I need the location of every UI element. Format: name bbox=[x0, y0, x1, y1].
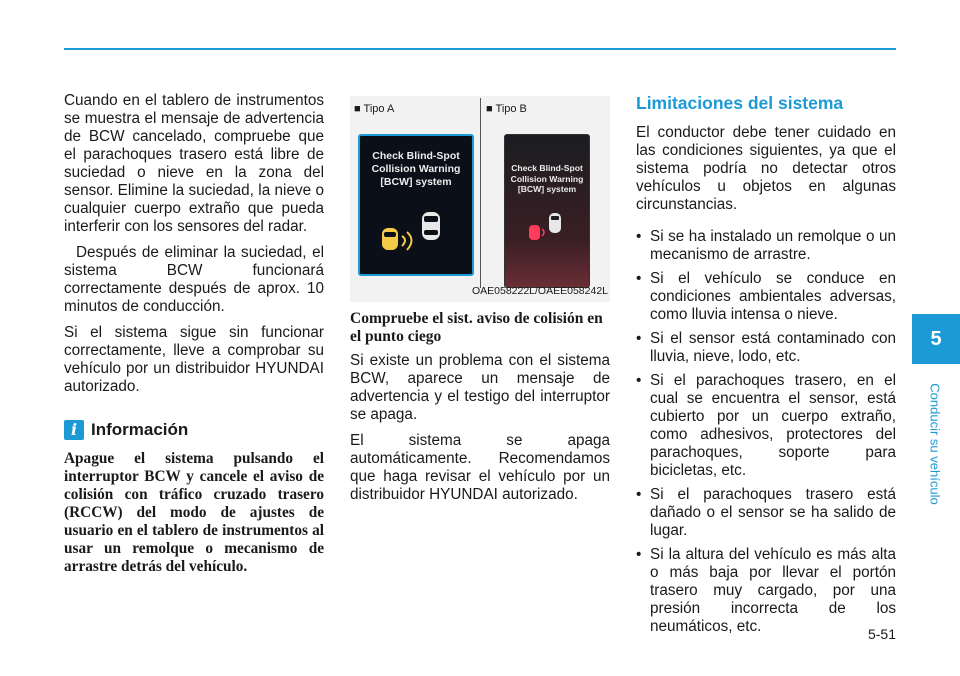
cluster-screen-type-a bbox=[358, 134, 474, 276]
figure-divider bbox=[480, 98, 481, 288]
list-item: • Si la altura del vehículo es más alta o más baja por llevar el portón trasero muy cargado, por una presión incorrecta de los neumáticos, etc. bbox=[636, 546, 896, 636]
column-left bbox=[64, 92, 324, 584]
limitations-list bbox=[636, 228, 896, 636]
cluster-screen-type-b bbox=[504, 134, 590, 288]
paragraph-clean-sensor: Cuando en el tablero de instrumentos se muestra el mensaje de advertencia de BCW cancelado, compruebe que el parachoques trasero está libre de suciedad o nieve en la zona del sensor. Elimine la suciedad, la nieve o cualquier cuerpo extraño que pueda interferir con los sensores del radar. bbox=[64, 92, 324, 235]
page-number: 5-51 bbox=[867, 626, 896, 642]
paragraph-limitations-intro: El conductor debe tener cuidado en las condiciones siguientes, ya que el sistema podría no detectar otros vehículos u objetos en algunas circunstancias. bbox=[636, 124, 896, 213]
section-heading-check-bcw: Compruebe el sist. aviso de colisión en el punto ciego bbox=[350, 310, 603, 345]
paragraph-dealer: Si el sistema sigue sin funcionar correctamente, lleve a comprobar su vehículo por un distribuidor HYUNDAI autorizado. bbox=[64, 324, 324, 395]
list-item: • Si el parachoques trasero, en el cual se encuentra el sensor, está cubierto por un cuerpo extraño, como adhesivos, protectores del parachoques, soporte para bicicletas, etc. bbox=[636, 372, 896, 480]
header-rule bbox=[64, 48, 896, 50]
info-icon: i bbox=[64, 420, 84, 440]
screen-a-message: Check Blind-Spot Collision Warning [BCW] system bbox=[371, 150, 461, 188]
figure-code: OAE058222L/OAEE058242L bbox=[471, 285, 608, 297]
info-body: Apague el sistema pulsando el interruptor BCW y cancele el aviso de colisión con tráfico cruzado trasero (RCCW) del modo de ajustes de usuario en el tablero de instrumentos al usar un remolque o mecanismo de arrastre detrás del vehículo. bbox=[64, 450, 324, 575]
paragraph-auto-off: El sistema se apaga automáticamente. Recomendamos que haga revisar el vehículo por un distribuidor HYUNDAI autorizado. bbox=[350, 432, 610, 503]
info-title: Información bbox=[91, 420, 189, 439]
section-title-limitations: Limitaciones del sistema bbox=[636, 93, 844, 113]
paragraph-problem: Si existe un problema con el sistema BCW, aparece un mensaje de advertencia y el testigo del interruptor se apaga. bbox=[350, 352, 610, 423]
bcw-vehicle-icon-small bbox=[505, 207, 589, 257]
list-item: • Si el parachoques trasero está dañado o el sensor se ha salido de lugar. bbox=[636, 486, 896, 540]
column-middle bbox=[350, 92, 610, 512]
figure-label-type-b: ■ Tipo B bbox=[486, 103, 527, 115]
list-item: • Si el vehículo se conduce en condiciones ambientales adversas, como lluvia intensa o nieve. bbox=[636, 270, 896, 324]
paragraph-after-cleaning: Después de eliminar la suciedad, el sistema BCW funcionará correctamente después de aprox. 10 minutos de conducción. bbox=[64, 244, 324, 315]
column-right bbox=[636, 92, 896, 642]
chapter-tab: 5 bbox=[912, 314, 960, 364]
bcw-vehicle-icon bbox=[360, 198, 472, 268]
info-header bbox=[64, 420, 324, 440]
list-item: • Si el sensor está contaminado con lluvia, nieve, lodo, etc. bbox=[636, 330, 896, 366]
screen-b-message: Check Blind-Spot Collision Warning [BCW] system bbox=[510, 163, 584, 194]
chapter-title: Conducir su vehículo bbox=[927, 383, 943, 505]
warning-figure bbox=[350, 96, 610, 302]
list-item: • Si se ha instalado un remolque o un mecanismo de arrastre. bbox=[636, 228, 896, 264]
figure-label-type-a: ■ Tipo A bbox=[354, 103, 395, 115]
